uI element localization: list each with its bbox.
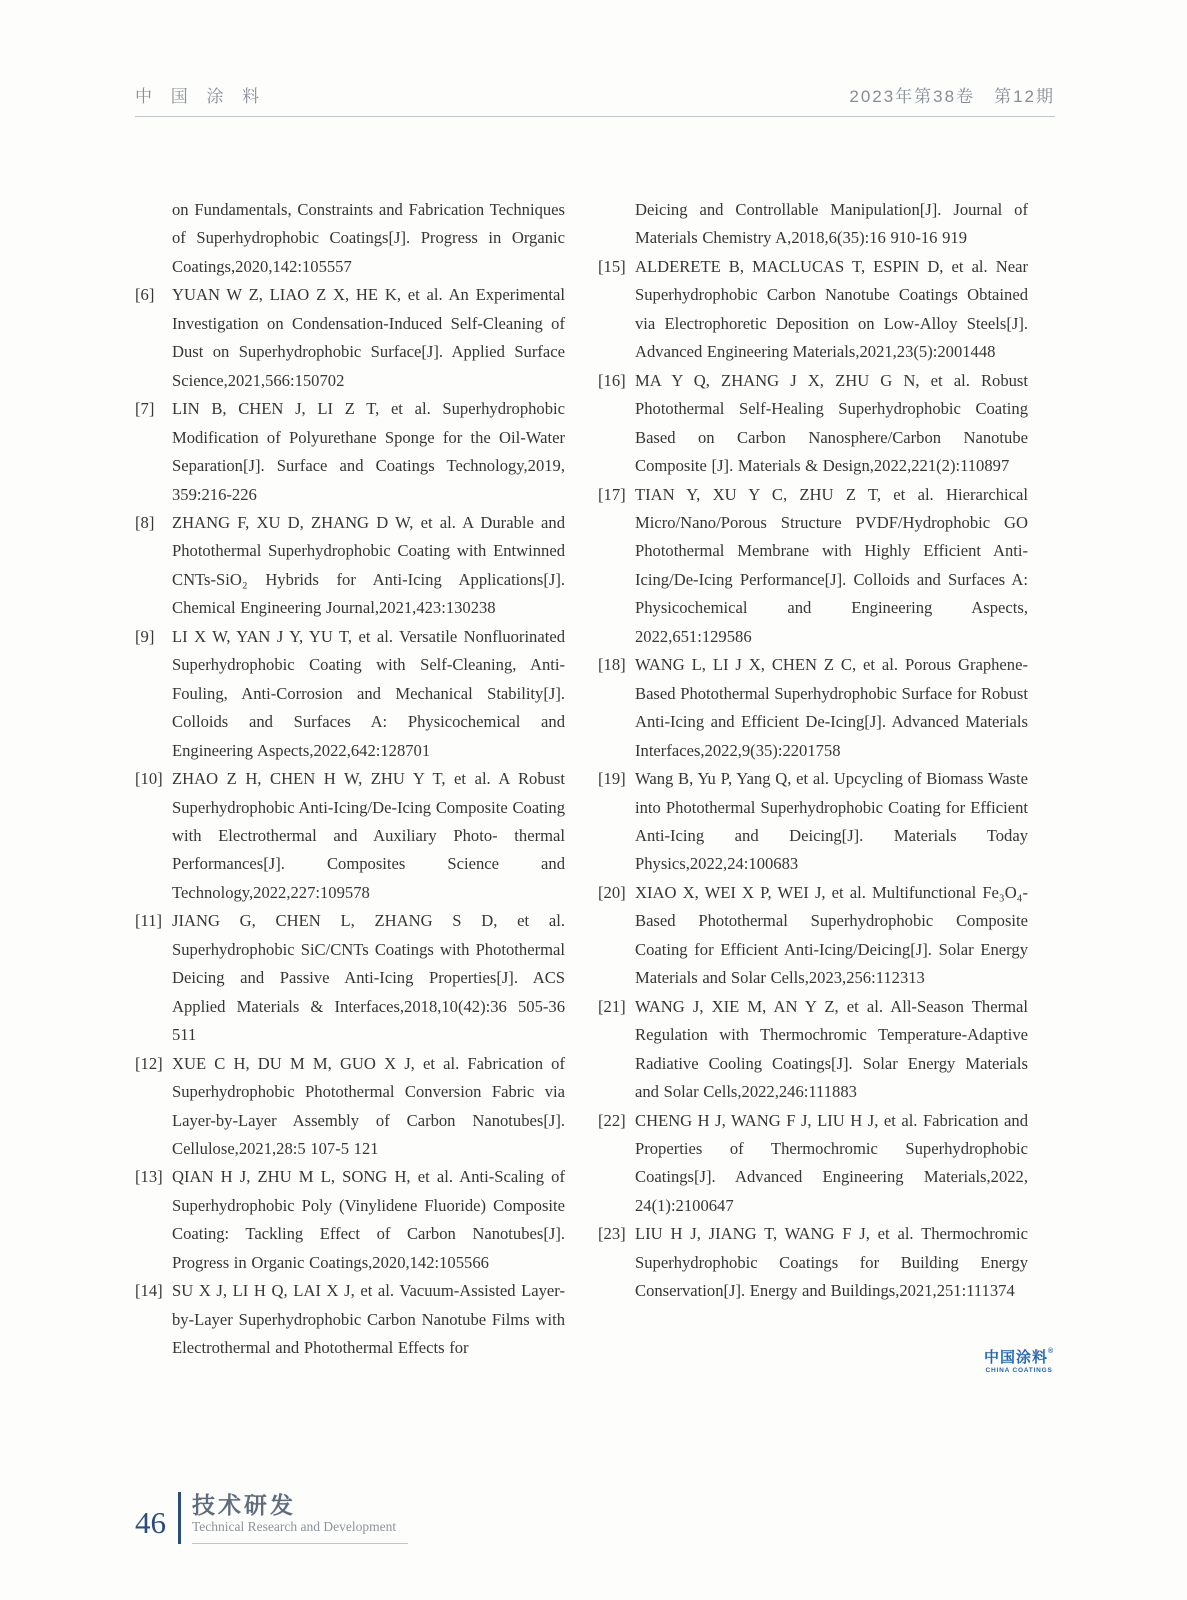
- logo-text-en: CHINA COATINGS: [985, 1367, 1053, 1374]
- reference-text: on Fundamentals, Constraints and Fabrication Techniques of Superhydrophobic Coatings[J]. Progress in Organic Coatings,2020,142:105557: [172, 200, 565, 276]
- footer-divider-bar: [178, 1492, 181, 1544]
- reference-text: TIAN Y, XU Y C, ZHU Z T, et al. Hierarchical Micro/Nano/Porous Structure PVDF/Hydrophobic GO Photothermal Membrane with Highly Efficient Anti-Icing/De-Icing Performance[J]. Colloids and Surfaces A: Physicochemical and Engineering Aspects, 2022,651:129586: [635, 484, 1028, 646]
- reference-entry: [135, 1163, 565, 1277]
- reference-entry: [135, 765, 565, 907]
- reference-number: [16]: [598, 370, 626, 390]
- reference-entry: [135, 281, 565, 395]
- reference-number: [8]: [135, 512, 155, 532]
- references-left-column: [135, 196, 565, 1363]
- reference-text: LIU H J, JIANG T, WANG F J, et al. Thermochromic Superhydrophobic Coatings for Building Energy Conservation[J]. Energy and Buildings,2021,251:111374: [635, 1224, 1028, 1301]
- reference-entry: [135, 196, 565, 281]
- reference-text: WANG L, LI J X, CHEN Z C, et al. Porous Graphene-Based Photothermal Superhydrophobic Surface for Robust Anti-Icing and Efficient De-Icing[J]. Advanced Materials Interfaces,2022,9(35):2201758: [635, 655, 1028, 760]
- registered-mark-icon: ®: [1048, 1348, 1055, 1355]
- reference-entry: [598, 1107, 1028, 1221]
- reference-number: [22]: [598, 1110, 626, 1130]
- reference-entry: [598, 1220, 1028, 1305]
- reference-entry: [598, 196, 1028, 253]
- reference-text: LI X W, YAN J Y, YU T, et al. Versatile Nonfluorinated Superhydrophobic Coating with Self-Cleaning, Anti-Fouling, Anti-Corrosion and Mechanical Stability[J]. Colloids and Surfaces A: Physicochemical and Engineering Aspects,2022,642:128701: [172, 626, 565, 760]
- references-right-column: [598, 196, 1028, 1363]
- reference-entry: [598, 651, 1028, 765]
- reference-number: [17]: [598, 484, 626, 504]
- reference-text: ZHAO Z H, CHEN H W, ZHU Y T, et al. A Robust Superhydrophobic Anti-Icing/De-Icing Composite Coating with Electrothermal and Auxiliary Photo- thermal Performances[J]. Composites Science and Technology,2022,227:109578: [172, 769, 565, 902]
- reference-entry: [135, 623, 565, 765]
- reference-number: [19]: [598, 769, 626, 789]
- references-section: [135, 196, 1028, 1363]
- reference-entry: [598, 765, 1028, 879]
- page-number: 46: [135, 1505, 166, 1540]
- reference-text: CHENG H J, WANG F J, LIU H J, et al. Fabrication and Properties of Thermochromic Superhydrophobic Coatings[J]. Advanced Engineering Materials,2022, 24(1):2100647: [635, 1110, 1028, 1215]
- reference-number: [20]: [598, 882, 626, 902]
- reference-text: WANG J, XIE M, AN Y Z, et al. All-Season Thermal Regulation with Thermochromic Temperature-Adaptive Radiative Cooling Coatings[J]. Solar Energy Materials and Solar Cells,2022,246:111883: [635, 996, 1028, 1102]
- reference-text: ALDERETE B, MACLUCAS T, ESPIN D, et al. Near Superhydrophobic Carbon Nanotube Coatings Obtained via Electrophoretic Deposition on Low-Alloy Steels[J]. Advanced Engineering Materials,2021,23(5):2001448: [635, 256, 1028, 362]
- reference-text: Deicing and Controllable Manipulation[J]. Journal of Materials Chemistry A,2018,6(35):16 910-16 919: [635, 200, 1028, 248]
- journal-name: 中 国 涂 料: [135, 87, 267, 106]
- reference-number: [23]: [598, 1224, 626, 1244]
- reference-text: Wang B, Yu P, Yang Q, et al. Upcycling of Biomass Waste into Photothermal Superhydrophobic Coating for Efficient Anti-Icing and Deicing[J]. Materials Today Physics,2022,24:100683: [635, 769, 1028, 874]
- reference-text: JIANG G, CHEN L, ZHANG S D, et al. Superhydrophobic SiC/CNTs Coatings with Photothermal Deicing and Passive Anti-Icing Properties[J]. ACS Applied Materials & Interfaces,2018,10(42):36 505-36 511: [172, 911, 565, 1045]
- reference-entry: [598, 879, 1028, 993]
- reference-number: [13]: [135, 1167, 163, 1187]
- reference-number: [11]: [135, 911, 163, 931]
- reference-entry: [135, 509, 565, 623]
- reference-entry: [598, 253, 1028, 367]
- reference-number: [12]: [135, 1053, 163, 1073]
- reference-entry: [135, 395, 565, 509]
- reference-number: [14]: [135, 1281, 163, 1301]
- reference-number: [10]: [135, 769, 163, 789]
- reference-number: [9]: [135, 626, 155, 646]
- section-title-cn: 技术研发: [192, 1492, 296, 1518]
- reference-number: [6]: [135, 285, 155, 305]
- issue-info: 2023年第38卷 第12期: [849, 87, 1055, 106]
- reference-number: [7]: [135, 399, 155, 419]
- reference-text: ZHANG F, XU D, ZHANG D W, et al. A Durable and Photothermal Superhydrophobic Coating with Entwinned CNTs-SiO₂ Hybrids for Anti-Icing Applications[J]. Chemical Engineering Journal,2021,423:130238: [172, 512, 565, 618]
- reference-entry: [135, 907, 565, 1049]
- reference-number: [15]: [598, 256, 626, 276]
- reference-text: XIAO X, WEI X P, WEI J, et al. Multifunctional Fe₃O₄-Based Photothermal Superhydrophobic Composite Coating for Efficient Anti-Icing/Deicing[J]. Solar Energy Materials and Solar Cells,2023,256:112313: [635, 882, 1028, 988]
- reference-entry: [135, 1277, 565, 1362]
- reference-text: SU X J, LI H Q, LAI X J, et al. Vacuum-Assisted Layer-by-Layer Superhydrophobic Carbon Nanotube Films with Electrothermal and Photothermal Effects for: [172, 1281, 565, 1358]
- page-footer: [135, 1492, 408, 1544]
- reference-entry: [598, 367, 1028, 481]
- china-coatings-logo: [984, 1350, 1054, 1375]
- footer-section-title: [192, 1492, 408, 1544]
- reference-number: [21]: [598, 996, 626, 1016]
- reference-text: MA Y Q, ZHANG J X, ZHU G N, et al. Robust Photothermal Self-Healing Superhydrophobic Coating Based on Carbon Nanosphere/Carbon Nanotube Composite [J]. Materials & Design,2022,221(2):110897: [635, 370, 1028, 476]
- reference-entry: [598, 481, 1028, 652]
- reference-text: XUE C H, DU M M, GUO X J, et al. Fabrication of Superhydrophobic Photothermal Conversion Fabric via Layer-by-Layer Assembly of Carbon Nanotubes[J]. Cellulose,2021,28:5 107-5 121: [172, 1053, 565, 1158]
- reference-entry: [135, 1050, 565, 1164]
- reference-number: [18]: [598, 655, 626, 675]
- reference-text: LIN B, CHEN J, LI Z T, et al. Superhydrophobic Modification of Polyurethane Sponge for the Oil-Water Separation[J]. Surface and Coatings Technology,2019, 359:216-226: [172, 399, 565, 504]
- page-header: [135, 82, 1055, 117]
- reference-text: QIAN H J, ZHU M L, SONG H, et al. Anti-Scaling of Superhydrophobic Poly (Vinylidene Fluoride) Composite Coating: Tackling Effect of Carbon Nanotubes[J]. Progress in Organic Coatings,2020,142:105566: [172, 1167, 565, 1272]
- section-title-en: Technical Research and Development: [192, 1519, 397, 1535]
- reference-text: YUAN W Z, LIAO Z X, HE K, et al. An Experimental Investigation on Condensation-Induced Self-Cleaning of Dust on Superhydrophobic Surface[J]. Applied Surface Science,2021,566:150702: [172, 285, 565, 390]
- logo-text-cn: 中国涂料®: [984, 1348, 1055, 1366]
- reference-entry: [598, 993, 1028, 1107]
